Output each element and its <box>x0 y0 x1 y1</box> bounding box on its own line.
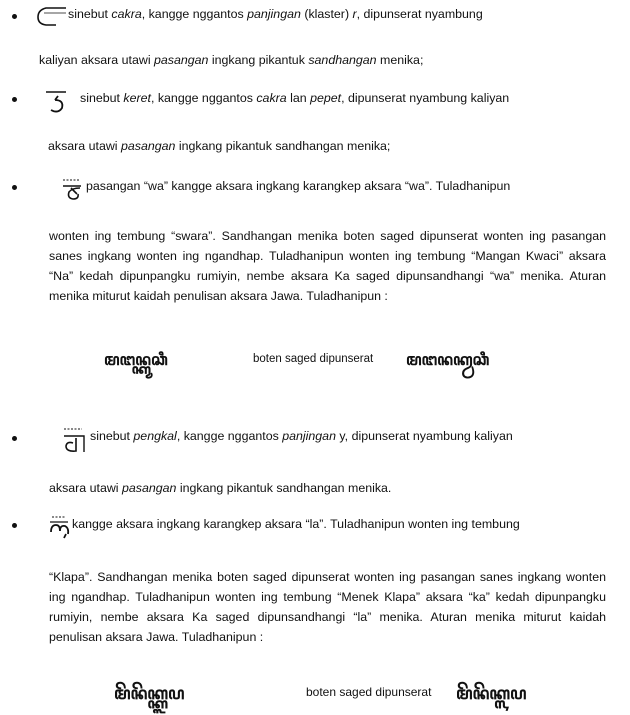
text: , dipunserat nyambung kaliyan <box>341 91 510 105</box>
cakra-glyph-icon <box>36 4 68 28</box>
text: ingkang pikantuk sandhangan menika. <box>176 481 392 495</box>
term-keret: keret <box>123 91 151 105</box>
term: r <box>352 7 357 21</box>
text: y, dipunserat nyambung kaliyan <box>335 429 513 443</box>
item-3-paragraph: wonten ing tembung “swara”. Sandhangan menika boten saged dipunserat wonten ing pasangan sanes ingkang wonten ing ngandhap. Tuladhanipun wonten ing tembung “Mangan Kwaci” aksara “Na” kedah dipunpangku rumiyin, nembe aksara Ka saged dipunsandhangi “wa” menika. Aturan menika miturut kaidah penulisan aksara Jawa. Tuladhanipun : <box>49 229 606 303</box>
term-pengkal: pengkal <box>133 429 177 443</box>
term-cakra: cakra <box>111 7 142 21</box>
pasangan-la-glyph-icon <box>48 512 72 540</box>
item-4-line-1 <box>90 428 513 444</box>
text: , kangge nggantos <box>176 429 283 443</box>
item-1-line-1 <box>68 6 483 22</box>
item-5-line-1: kangge aksara ingkang karangkep aksara “la”. Tuladhanipun wonten ing tembung <box>72 517 520 531</box>
text: lan <box>286 91 311 105</box>
text: sinebut <box>68 7 112 21</box>
example-1-middle: boten saged dipunserat <box>253 353 374 365</box>
text: sinebut <box>80 91 124 105</box>
pengkal-glyph-icon <box>60 424 88 454</box>
example-1-correct: ꦩꦔꦤ꧀ꦏ꧀ꦮꦕꦶ <box>104 350 168 369</box>
term: panjingan <box>282 429 336 443</box>
item-4-line-2 <box>49 480 391 496</box>
item-2-line-2 <box>48 138 390 154</box>
term: pasangan <box>154 53 209 67</box>
text: ingkang pikantuk <box>208 53 309 67</box>
term: pasangan <box>122 481 177 495</box>
item-1-line-2 <box>39 52 423 68</box>
text: aksara utawi <box>48 139 122 153</box>
bullet-3 <box>12 185 17 190</box>
text: aksara utawi <box>49 481 123 495</box>
example-1-incorrect: ꦩꦔꦤꦏ꧀ꦮꦕꦶ <box>406 350 490 369</box>
text: , dipunserat nyambung <box>356 7 483 21</box>
text: , kangge nggantos <box>150 91 257 105</box>
term: panjingan <box>247 7 301 21</box>
text: , kangge nggantos <box>141 7 248 21</box>
item-3-line-1: pasangan “wa” kangge aksara ingkang karangkep aksara “wa”. Tuladhanipun <box>86 179 511 193</box>
term: cakra <box>256 91 287 105</box>
text: (klaster) <box>300 7 353 21</box>
pasangan-wa-glyph-icon <box>60 174 86 204</box>
bullet-4 <box>12 436 17 441</box>
item-5-paragraph: “Klapa”. Sandhangan menika boten saged dipunserat wonten ing pasangan sanes ingkang wonten ing ngandhap. Tuladhanipun wonten ing tembung “Menek Klapa” aksara “ka” kedah dipunpangku rumiyin, nembe aksara Ka saged dipunsandhangi “la” menika. Aturan menika miturut kaidah penulisan aksara Jawa. Tuladhanipun : <box>49 570 606 644</box>
term: sandhangan <box>308 53 377 67</box>
term: pasangan <box>121 139 176 153</box>
example-2-middle: boten saged dipunserat <box>306 685 432 699</box>
text: kaliyan aksara utawi <box>39 53 155 67</box>
text: ingkang pikantuk sandhangan menika; <box>175 139 391 153</box>
term: pepet <box>310 91 342 105</box>
bullet-1 <box>12 14 17 19</box>
example-2-correct: ꦩꦼꦤꦼꦏ꧀ꦏ꧀ꦭꦥ <box>114 684 185 704</box>
text: sinebut <box>90 429 134 443</box>
bullet-5 <box>12 523 17 528</box>
bullet-2 <box>12 97 17 102</box>
keret-glyph-icon <box>44 86 70 116</box>
item-2-line-1 <box>80 90 509 106</box>
text: menika; <box>376 53 424 67</box>
example-2-incorrect: ꦩꦼꦤꦼꦏ꧀ꦭꦥ <box>456 684 527 704</box>
